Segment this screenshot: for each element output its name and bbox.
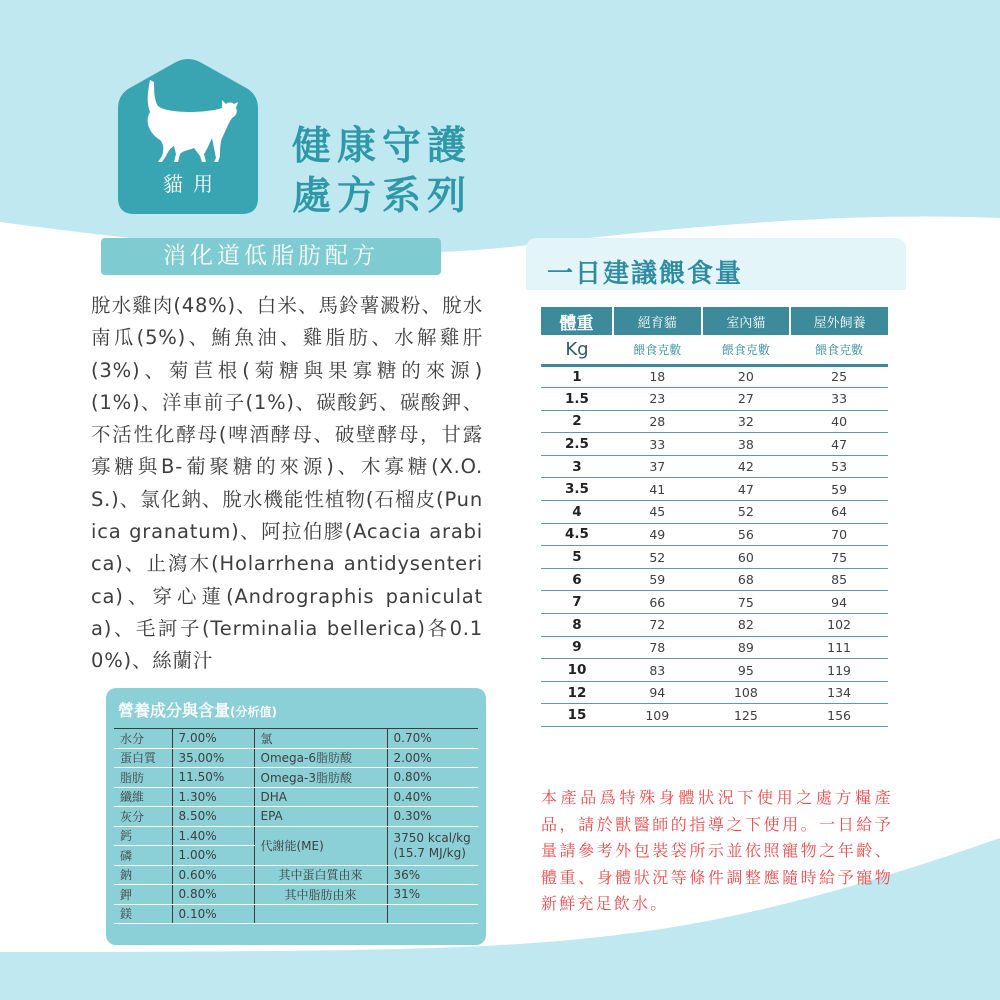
table-row <box>541 388 888 411</box>
grams-cell: 83 <box>613 659 702 682</box>
nutrient-name: 纖維 <box>114 787 172 807</box>
nutrient-name: 蛋白質 <box>114 748 172 768</box>
table-row <box>541 636 888 659</box>
header-indoor: 室內貓 <box>702 307 791 335</box>
nutrient-value: 0.30% <box>387 807 478 827</box>
weight-cell: 9 <box>541 636 613 659</box>
nutrient-value: 35.00% <box>172 748 254 768</box>
weight-cell: 4.5 <box>541 523 613 546</box>
grams-cell: 102 <box>790 614 888 637</box>
nutrient-name: 水分 <box>114 729 172 749</box>
grams-cell: 66 <box>613 591 702 614</box>
series-title-line-1: 健康守護 <box>292 124 473 169</box>
table-row <box>541 681 888 704</box>
nutrient-title <box>118 698 277 721</box>
nutrient-value: 11.50% <box>172 768 254 788</box>
nutrient-value: 0.60% <box>172 865 254 885</box>
feeding-table <box>541 307 888 727</box>
grams-cell: 41 <box>613 478 702 501</box>
table-row <box>541 478 888 501</box>
nutrient-name: 鈉 <box>114 865 172 885</box>
nutrient-name: 脂肪 <box>114 768 172 788</box>
formula-name: 消化道低脂肪配方 <box>101 238 441 275</box>
table-row <box>541 568 888 591</box>
grams-cell: 32 <box>702 410 791 433</box>
feeding-header-row <box>541 307 888 335</box>
grams-cell: 75 <box>790 546 888 569</box>
nutrient-value: 0.80% <box>172 885 254 905</box>
series-title <box>292 122 472 222</box>
nutrient-name: 灰分 <box>114 807 172 827</box>
grams-cell: 125 <box>702 704 791 727</box>
header-outdoor: 屋外飼養 <box>790 307 888 335</box>
nutrient-name: Omega-3脂肪酸 <box>254 768 387 788</box>
nutrient-value: 36% <box>387 865 478 885</box>
weight-cell: 2.5 <box>541 433 613 456</box>
grams-cell: 20 <box>702 365 791 388</box>
weight-cell: 2 <box>541 410 613 433</box>
nutrient-title-main: 營養成分與含量 <box>118 701 231 720</box>
nutrient-value: 31% <box>387 885 478 905</box>
weight-cell: 3 <box>541 455 613 478</box>
nutrient-value: 1.40% <box>172 826 254 846</box>
table-row <box>541 455 888 478</box>
grams-cell: 37 <box>613 455 702 478</box>
grams-cell: 23 <box>613 388 702 411</box>
table-row <box>114 904 478 924</box>
grams-cell: 119 <box>790 659 888 682</box>
table-row <box>114 865 478 885</box>
grams-cell: 75 <box>702 591 791 614</box>
nutrient-name: 其中蛋白質由來 <box>254 865 387 885</box>
table-row <box>114 768 478 788</box>
table-row <box>541 704 888 727</box>
energy-kcal: 3750 kcal/kg <box>393 830 471 845</box>
grams-cell: 59 <box>613 568 702 591</box>
table-row <box>541 501 888 524</box>
grams-cell: 82 <box>702 614 791 637</box>
nutrient-value: 0.70% <box>387 729 478 749</box>
weight-cell: 1 <box>541 365 613 388</box>
nutrient-name: 鎂 <box>114 904 172 924</box>
grams-cell: 52 <box>702 501 791 524</box>
weight-cell: 3.5 <box>541 478 613 501</box>
grams-cell: 42 <box>702 455 791 478</box>
header-neutered: 絕育貓 <box>613 307 702 335</box>
grams-cell: 33 <box>790 388 888 411</box>
weight-cell: 8 <box>541 614 613 637</box>
grams-cell: 18 <box>613 365 702 388</box>
nutrient-value: 2.00% <box>387 748 478 768</box>
grams-cell: 68 <box>702 568 791 591</box>
nutrient-panel <box>106 688 486 945</box>
table-row <box>114 885 478 905</box>
grams-cell: 49 <box>613 523 702 546</box>
grams-cell: 72 <box>613 614 702 637</box>
grams-cell: 94 <box>613 681 702 704</box>
nutrient-name: Omega-6脂肪酸 <box>254 748 387 768</box>
grams-cell: 60 <box>702 546 791 569</box>
nutrient-value: 7.00% <box>172 729 254 749</box>
grams-cell: 109 <box>613 704 702 727</box>
table-row <box>541 523 888 546</box>
table-row <box>541 591 888 614</box>
feeding-table-body <box>541 365 888 727</box>
grams-cell: 45 <box>613 501 702 524</box>
nutrient-name: 氯 <box>254 729 387 749</box>
weight-cell: 1.5 <box>541 388 613 411</box>
grams-cell: 27 <box>702 388 791 411</box>
grams-cell: 52 <box>613 546 702 569</box>
nutrient-title-sub: (分析值) <box>230 705 277 719</box>
grams-cell: 78 <box>613 636 702 659</box>
unit-kg: Kg <box>541 335 613 365</box>
weight-cell: 6 <box>541 568 613 591</box>
nutrient-value: 8.50% <box>172 807 254 827</box>
table-row <box>541 410 888 433</box>
nutrient-name: EPA <box>254 807 387 827</box>
nutrient-name: 代謝能(ME) <box>254 826 387 865</box>
grams-cell: 111 <box>790 636 888 659</box>
weight-cell: 12 <box>541 681 613 704</box>
feeding-title: 一日建議餵食量 <box>547 259 744 289</box>
table-row <box>541 546 888 569</box>
energy-mj: (15.7 MJ/kg) <box>393 845 466 860</box>
grams-cell: 108 <box>702 681 791 704</box>
nutrient-name: 其中脂肪由來 <box>254 885 387 905</box>
nutrient-value: 0.40% <box>387 787 478 807</box>
grams-cell: 56 <box>702 523 791 546</box>
grams-cell: 59 <box>790 478 888 501</box>
nutrient-empty-cell <box>387 904 478 924</box>
nutrient-name: 鈣 <box>114 826 172 846</box>
unit-grams: 餵食克數 <box>702 335 791 365</box>
prescription-notice: 本產品爲特殊身體狀況下使用之處方糧產品，請於獸醫師的指導之下使用。一日給予量請參考外包裝袋所示並依照寵物之年齡、體重、身體狀況等條件調整應隨時給予寵物新鮮充足飲水。 <box>541 788 893 913</box>
nutrient-name: DHA <box>254 787 387 807</box>
grams-cell: 134 <box>790 681 888 704</box>
grams-cell: 33 <box>613 433 702 456</box>
feeding-unit-row <box>541 335 888 365</box>
nutrient-empty-cell <box>254 904 387 924</box>
ingredients-text: 脫水雞肉(48%)、白米、馬鈴薯澱粉、脫水南瓜(5%)、鮪魚油、雞脂肪、水解雞肝(3%)、菊苣根(菊糖與果寡糖的來源)(1%)、洋車前子(1%)、碳酸鈣、碳酸鉀、不活性化酵母(啤酒酵母、破壁酵母，甘露寡糖與B-葡聚糖的來源)、木寡糖(X.O.S.)、氯化鈉、脫水機能性植物(石榴皮(Punica granatum)、阿拉伯膠(Acacia arabica)、止瀉木(Holarrhena antidysenterica)、穿心蓮(Andrographis paniculata)、毛訶子(Terminalia bellerica)各0.10%)、絲蘭汁 <box>91 294 483 673</box>
nutrient-name: 磷 <box>114 846 172 866</box>
grams-cell: 85 <box>790 568 888 591</box>
cat-use-badge <box>104 58 272 220</box>
grams-cell: 47 <box>702 478 791 501</box>
weight-cell: 7 <box>541 591 613 614</box>
table-row <box>114 729 478 749</box>
grams-cell: 28 <box>613 410 702 433</box>
grams-cell: 89 <box>702 636 791 659</box>
nutrient-table <box>114 728 478 924</box>
unit-grams: 餵食克數 <box>790 335 888 365</box>
grams-cell: 70 <box>790 523 888 546</box>
grams-cell: 94 <box>790 591 888 614</box>
nutrient-name: 鉀 <box>114 885 172 905</box>
grams-cell: 25 <box>790 365 888 388</box>
grams-cell: 156 <box>790 704 888 727</box>
weight-cell: 4 <box>541 501 613 524</box>
weight-cell: 10 <box>541 659 613 682</box>
table-row <box>114 787 478 807</box>
grams-cell: 38 <box>702 433 791 456</box>
table-row <box>541 365 888 388</box>
nutrient-value: 1.00% <box>172 846 254 866</box>
table-row <box>114 748 478 768</box>
table-row <box>114 826 478 846</box>
table-row <box>541 659 888 682</box>
grams-cell: 40 <box>790 410 888 433</box>
badge-label: 貓用 <box>163 172 223 196</box>
grams-cell: 64 <box>790 501 888 524</box>
weight-cell: 15 <box>541 704 613 727</box>
grams-cell: 47 <box>790 433 888 456</box>
table-row <box>541 614 888 637</box>
nutrient-value <box>387 826 478 865</box>
header-weight: 體重 <box>541 307 613 335</box>
weight-cell: 5 <box>541 546 613 569</box>
nutrient-value: 1.30% <box>172 787 254 807</box>
table-row <box>541 433 888 456</box>
grams-cell: 53 <box>790 455 888 478</box>
series-title-line-2: 處方系列 <box>292 174 473 219</box>
table-row <box>114 807 478 827</box>
grams-cell: 95 <box>702 659 791 682</box>
nutrient-value: 0.10% <box>172 904 254 924</box>
nutrient-value: 0.80% <box>387 768 478 788</box>
unit-grams: 餵食克數 <box>613 335 702 365</box>
